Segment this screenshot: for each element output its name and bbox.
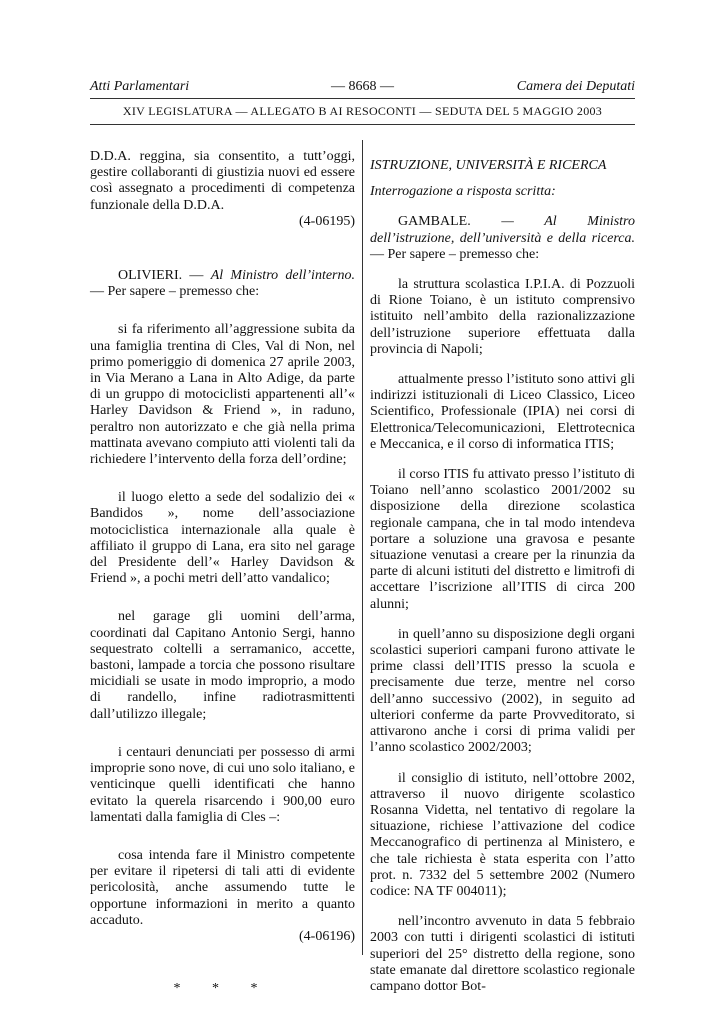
paragraph: la struttura scolastica I.P.I.A. di Pozzuoli di Rione Toiano, è un istituto comprensivo istituito nell’ambito della razionalizzazione dell’istruzione superiore effettuata dalla provincia di Napoli; xyxy=(370,277,635,357)
paragraph: si fa riferimento all’aggressione subita da una famiglia trentina di Cles, Val di Non, nel primo pomeriggio di domenica 27 aprile 2003, in Via Merano a Lana in Alto Adige, da parte di un gruppo di motociclisti appartenenti all’« Harley Davidson & Friend », in raduno, peraltro non autorizzato e che già nella prima mattinata avevano compiuto atti violenti tali da richiedere l’intervento della forza dell’ordine; xyxy=(90,322,355,468)
interrogation-reference: (4-06195) xyxy=(299,213,355,229)
header-page-number: — 8668 — xyxy=(331,79,394,94)
section-title: ISTRUZIONE, UNIVERSITÀ E RICERCA xyxy=(370,158,607,173)
column-separator xyxy=(362,140,363,955)
running-header xyxy=(90,79,635,99)
left-column xyxy=(90,149,355,997)
right-column xyxy=(370,149,635,995)
addressee: Al Ministro dell’interno. xyxy=(210,268,355,284)
premise-intro: — Per sapere – premesso che: xyxy=(370,246,540,262)
gambale-intro xyxy=(370,214,635,263)
header-rule-bottom xyxy=(90,124,635,125)
paragraph: attualmente presso l’istituto sono attivi gli indirizzi istituzionali di Liceo Classico, Liceo Scientifico, Professionale (IPIA) nei corsi di Elettronica/Telecomunicazioni, Elettrotecnica e Meccanica, e il corso di informatica ITIS; xyxy=(370,372,635,452)
section-separator-stars: * * * xyxy=(173,981,272,997)
header-subtitle: XIV LEGISLATURA — ALLEGATO B AI RESOCONTI — SEDUTA DEL 5 MAGGIO 2003 xyxy=(122,104,603,118)
olivieri-intro xyxy=(90,268,355,300)
author-name: OLIVIERI. xyxy=(118,268,183,284)
paragraph: nell’incontro avvenuto in data 5 febbraio 2003 con tutti i dirigenti scolastici di istituti superiori del 25° distretto della regione, sono state emanate dal direttore scolastico regionale campano dottor Bot- xyxy=(370,914,635,994)
interrogation-type: Interrogazione a risposta scritta: xyxy=(370,184,556,200)
paragraph: il luogo eletto a sede del sodalizio dei « Bandidos », nome dell’associazione motociclistica internazionale alla quale è affiliato il gruppo di Lana, era sito nel garage del Presidente dell’« Harley Davidson & Friend », a pochi metri dell’atto vandalico; xyxy=(90,490,355,587)
paragraph: il corso ITIS fu attivato presso l’istituto di Toiano nell’anno scolastico 2001/2002 su disposizione della direzione scolastica regionale campana, che in tal modo intendeva portare a soluzione una gravosa e pesante situazione venutasi a creare per la rinunzia da parte di alcuni istituti del distretto e limitrofi di accettare l’iscrizione all’ITIS di circa 200 alunni; xyxy=(370,467,635,612)
author-name: GAMBALE. xyxy=(398,214,471,230)
header-chamber: Camera dei Deputati xyxy=(516,79,635,94)
addressee: — Al Ministro dell’istruzione, dell’università e della ricerca. xyxy=(370,214,635,246)
dash: — xyxy=(182,268,211,284)
paragraph: cosa intenda fare il Ministro competente per evitare il ripetersi di tali atti di evidente pericolosità, anche assumendo tutte le opportune informazioni in merito a quanto accaduto. xyxy=(90,847,355,928)
paragraph: D.D.A. reggina, sia consentito, a tutt’oggi, gestire collaboranti di giustizia nuovi ed essere così assegnato a procedimenti di competenza funzionale della D.D.A. xyxy=(90,149,355,213)
header-publication: Atti Parlamentari xyxy=(90,79,190,94)
header-rule-top xyxy=(90,98,635,99)
interrogation-reference: (4-06196) xyxy=(299,928,355,944)
paragraph: nel garage gli uomini dell’arma, coordinati dal Capitano Antonio Sergi, hanno sequestrato coltelli a serramanico, accette, bastoni, lampade a torcia che possono risultare micidiali se usate in modo improprio, a modo di randello, infine radiotrasmittenti dall’utilizzo illegale; xyxy=(90,609,355,722)
paragraph: i centauri denunciati per possesso di armi improprie sono nove, di cui uno solo italiano, e venticinque quelli identificati che hanno evitato la querela risarcendo i 900,00 euro lamentati dalla famiglia di Cles –: xyxy=(90,744,355,825)
paragraph: il consiglio di istituto, nell’ottobre 2002, attraverso il nuovo dirigente scolastico Rosanna Videtta, nel tentativo di regolare la situazione, richiese l’attivazione del codice Meccanografico di pertinenza al Ministero, e che tale richiesta è stata esperita con l’atto prot. n. 7332 del 5 settembre 2002 (Numero codice: NA TF 004011); xyxy=(370,770,635,899)
paragraph: in quell’anno su disposizione degli organi scolastici superiori campani furono attivate le prime classi dell’ITIS presso la scuola e precisamente due terze, mentre nel corso dell’anno successivo (2002), in seguito ad ulteriori conferme da parte Provveditorato, si attivarono anche i corsi di prima validi per l’anno scolastico 2002/2003; xyxy=(370,626,635,756)
premise-intro: — Per sapere – premesso che: xyxy=(90,284,260,300)
